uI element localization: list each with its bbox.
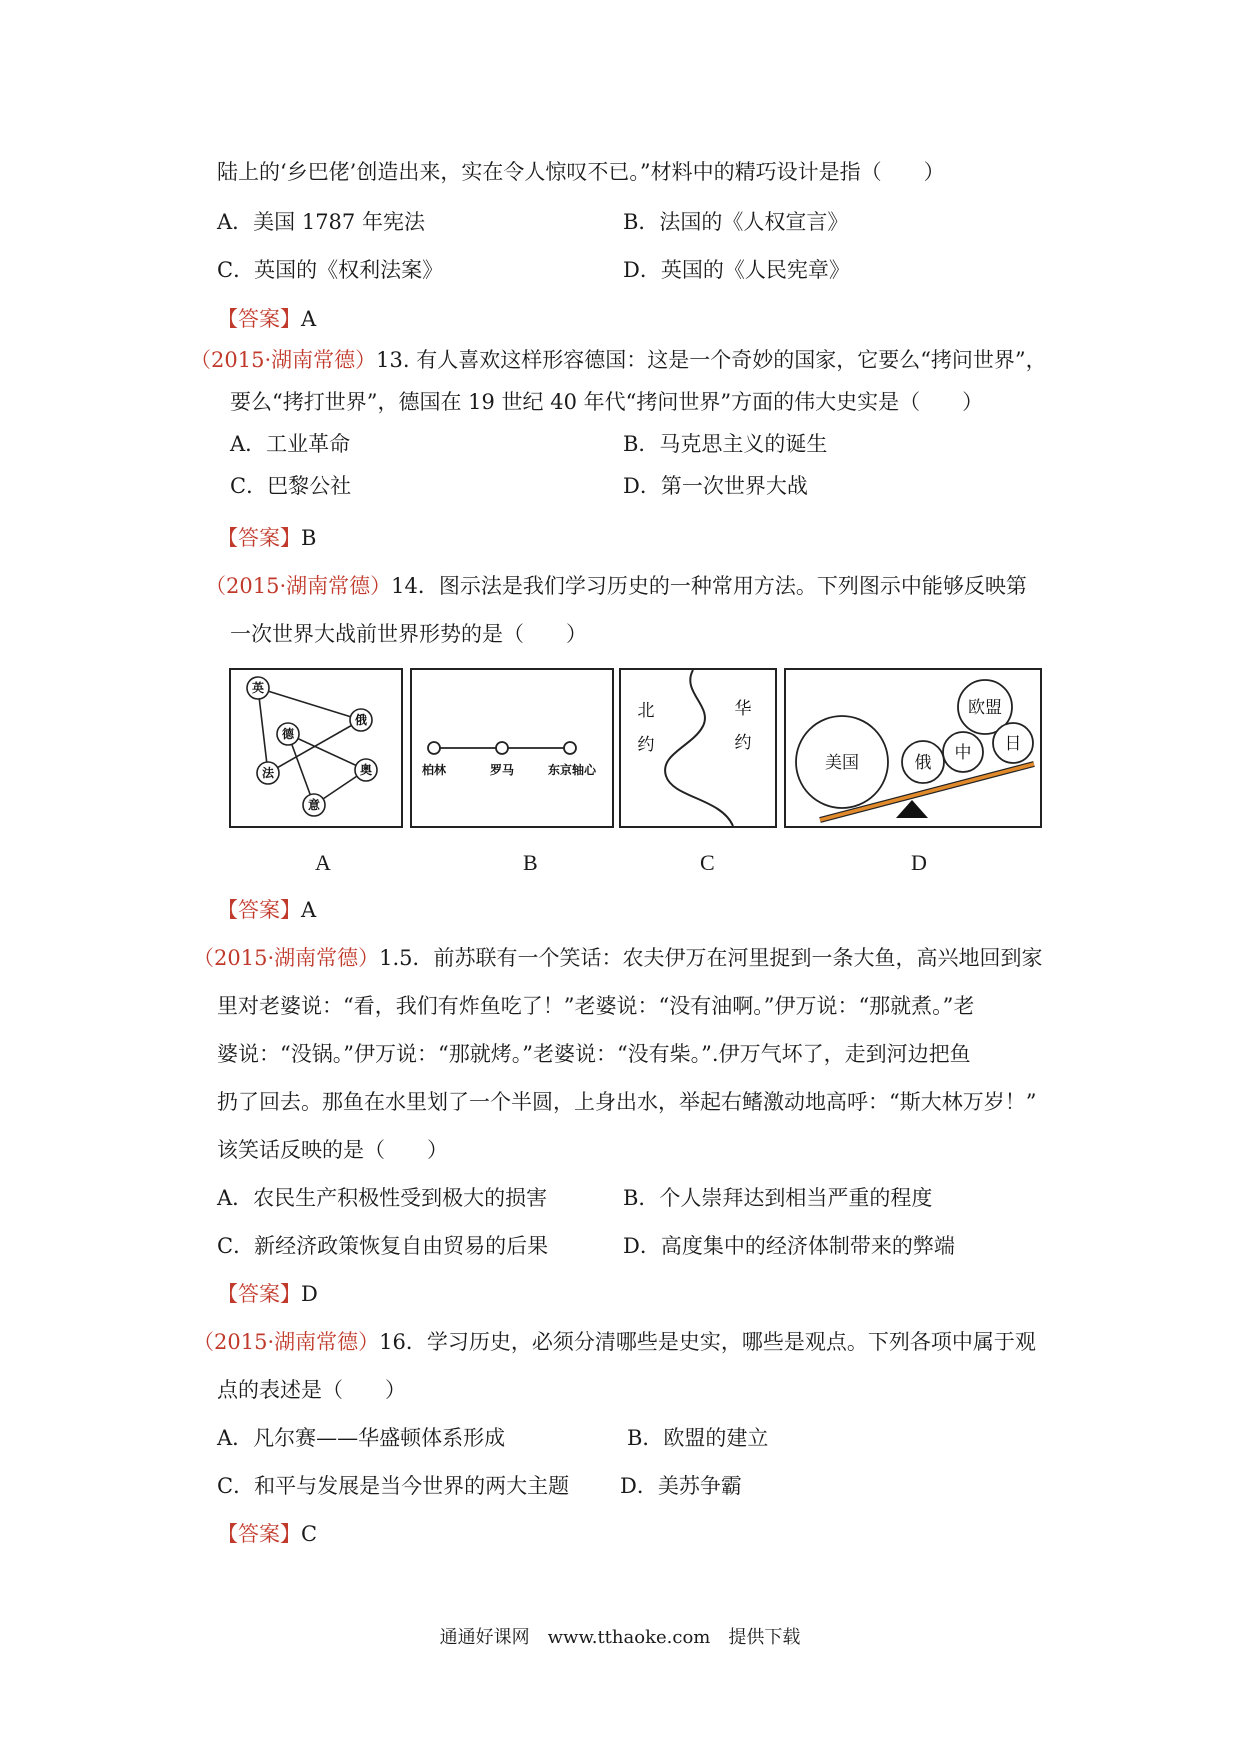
answer-value: D — [301, 1282, 318, 1306]
node-russia: 俄 — [354, 713, 368, 727]
q15-answer — [217, 1282, 318, 1307]
q13-answer — [217, 526, 316, 551]
answer-value: C — [301, 1522, 318, 1546]
multipolar-balance-diagram — [786, 670, 1040, 826]
q12-option-a: A．美国 1787 年宪法 — [217, 210, 425, 234]
q13-source: （2015·湖南常德） — [190, 348, 377, 372]
q12-option-c: C．英国的《权利法案》 — [217, 258, 444, 282]
answer-value: A — [301, 898, 317, 922]
q15-text-1: 1.5．前苏联有一个笑话：农夫伊万在河里捉到一条大鱼，高兴地回到家 — [379, 946, 1043, 970]
nato-warsaw-diagram — [621, 670, 775, 826]
circle-russia: 俄 — [914, 753, 932, 773]
q13-stem-line-2: 要么“拷打世界”，德国在 19 世纪 40 年代“拷问世界”方面的伟大史实是（ ） — [230, 390, 984, 414]
figure-label-b: B — [523, 850, 538, 875]
q16-option-c: C．和平与发展是当今世界的两大主题 — [217, 1474, 570, 1498]
q13-option-d: D．第一次世界大战 — [623, 474, 808, 498]
q14-stem-line-1 — [205, 574, 1027, 599]
circle-japan: 日 — [1004, 734, 1022, 754]
alliance-network-diagram — [231, 670, 401, 826]
q14-stem-line-2: 一次世界大战前世界形势的是（ ） — [230, 622, 587, 646]
label-hua: 华 — [734, 699, 752, 719]
q15-option-d: D．高度集中的经济体制带来的弊端 — [623, 1234, 955, 1258]
node-italy: 意 — [307, 798, 321, 812]
q14-text-1: 14．图示法是我们学习历史的一种常用方法。下列图示中能够反映第 — [391, 574, 1027, 598]
q15-option-c: C．新经济政策恢复自由贸易的后果 — [217, 1234, 549, 1258]
figure-label-d: D — [911, 850, 927, 875]
circle-china: 中 — [954, 743, 972, 763]
label-berlin: 柏林 — [421, 763, 447, 777]
answer-label: 【答案】 — [217, 1522, 301, 1546]
q16-option-b: B．欧盟的建立 — [627, 1426, 769, 1450]
q13-text-1: 13. 有人喜欢这样形容德国：这是一个奇妙的国家，它要么“拷问世界”， — [376, 348, 1047, 372]
circle-eu: 欧盟 — [968, 698, 1002, 718]
label-tokyo-axis: 东京轴心 — [547, 763, 597, 777]
node-austria: 奥 — [359, 763, 373, 777]
label-treaty-left: 约 — [637, 735, 655, 755]
label-rome: 罗马 — [489, 763, 515, 777]
q13-stem-line-1 — [190, 348, 1047, 373]
page-footer: 通通好课网 www.tthaoke.com 提供下载 — [439, 1627, 801, 1648]
q16-text-1: 16．学习历史，必须分清哪些是史实，哪些是观点。下列各项中属于观 — [379, 1330, 1036, 1354]
q15-stem-line-4: 扔了回去。那鱼在水里划了一个半圆，上身出水，举起右鳍激动地高呼：“斯大林万岁！” — [217, 1090, 1037, 1114]
answer-label: 【答案】 — [217, 526, 301, 550]
answer-value: B — [301, 526, 317, 550]
q15-stem-line-3: 婆说：“没锅。”伊万说：“那就烤。”老婆说：“没有柴。”.伊万气坏了，走到河边把鱼 — [217, 1042, 971, 1066]
answer-label: 【答案】 — [217, 898, 301, 922]
q13-option-a: A．工业革命 — [230, 432, 351, 456]
answer-value: A — [301, 307, 317, 331]
q16-answer — [217, 1522, 317, 1547]
q15-stem-line-5: 该笑话反映的是（ ） — [217, 1138, 448, 1162]
q16-source: （2015·湖南常德） — [193, 1330, 380, 1354]
q15-source: （2015·湖南常德） — [193, 946, 380, 970]
figure-d — [784, 668, 1042, 828]
figure-c — [619, 668, 777, 828]
q14-answer — [217, 898, 316, 923]
answer-label: 【答案】 — [217, 307, 301, 331]
q16-stem-line-1 — [193, 1330, 1036, 1355]
q13-option-c: C．巴黎公社 — [230, 474, 352, 498]
figure-label-a: A — [315, 850, 331, 875]
label-north: 北 — [637, 701, 655, 721]
label-treaty-right: 约 — [734, 733, 752, 753]
q16-stem-line-2: 点的表述是（ ） — [217, 1378, 406, 1402]
node-england: 英 — [251, 681, 265, 695]
node-france: 法 — [261, 766, 275, 780]
q15-option-b: B．个人崇拜达到相当严重的程度 — [623, 1186, 933, 1210]
node-germany: 德 — [281, 727, 295, 741]
answer-label: 【答案】 — [217, 1282, 301, 1306]
q12-option-b: B．法国的《人权宣言》 — [623, 210, 849, 234]
q13-option-b: B．马克思主义的诞生 — [623, 432, 828, 456]
q14-source: （2015·湖南常德） — [205, 574, 392, 598]
q16-option-a: A．凡尔赛——华盛顿体系形成 — [217, 1426, 506, 1450]
q12-option-d: D．英国的《人民宪章》 — [623, 258, 850, 282]
q12-stem-line: 陆上的‘乡巴佬’创造出来，实在令人惊叹不已。”材料中的精巧设计是指（ ） — [217, 160, 945, 184]
figure-a — [229, 668, 403, 828]
q12-answer — [217, 307, 316, 332]
axis-line-diagram — [412, 670, 612, 826]
figure-b — [410, 668, 614, 828]
q15-stem-line-2: 里对老婆说：“看，我们有炸鱼吃了！”老婆说：“没有油啊。”伊万说：“那就煮。”老 — [217, 994, 975, 1018]
q16-option-d: D．美苏争霸 — [620, 1474, 742, 1498]
figure-label-c: C — [700, 850, 715, 875]
circle-usa: 美国 — [825, 753, 859, 773]
q15-stem-line-1 — [193, 946, 1043, 971]
q15-option-a: A．农民生产积极性受到极大的损害 — [217, 1186, 548, 1210]
